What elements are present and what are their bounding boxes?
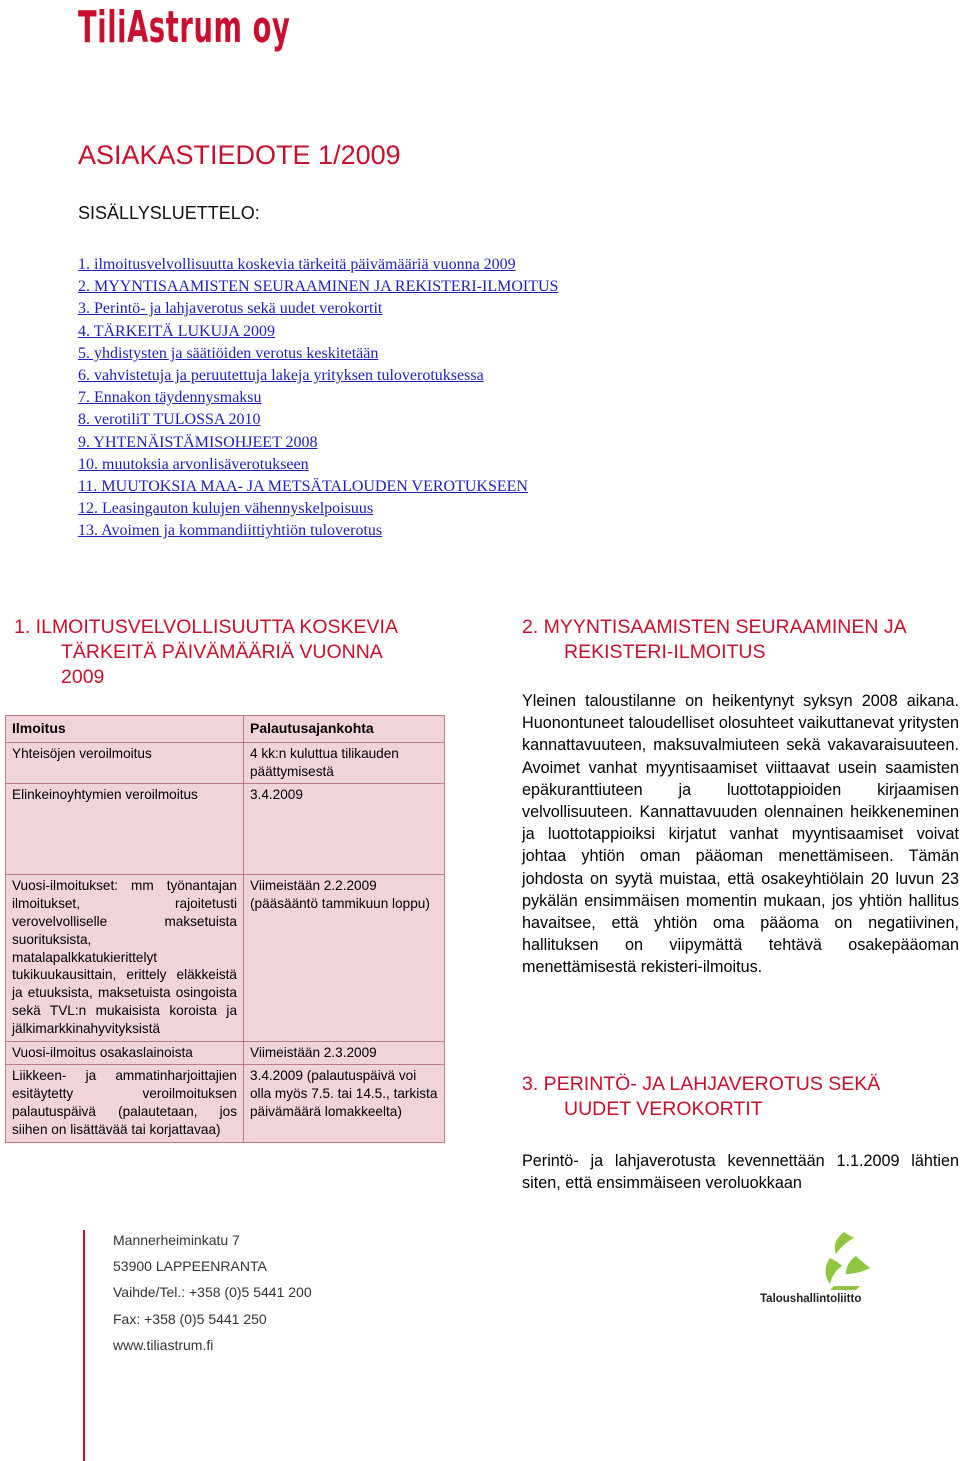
table-cell: Viimeistään 2.2.2009 (pääsääntö tammikuun loppu) <box>244 875 445 1041</box>
toc-link-6[interactable]: 6. vahvistetuja ja peruutettuja lakeja yrityksen tuloverotuksessa <box>78 366 484 384</box>
toc-item[interactable] <box>78 387 558 409</box>
toc-item[interactable] <box>78 343 558 365</box>
table-cell: 3.4.2009 (palautuspäivä voi olla myös 7.5. tai 14.5., tarkista päivämäärä lomakkeelta) <box>244 1065 445 1142</box>
association-name: Taloushallintoliitto <box>760 1293 862 1305</box>
table-row <box>6 1041 445 1065</box>
table-row <box>6 784 445 875</box>
toc-item[interactable] <box>78 498 558 520</box>
section1-heading-line: 1. ILMOITUSVELVOLLISUUTTA KOSKEVIA <box>14 616 398 638</box>
deadlines-table <box>5 715 445 1143</box>
section3-body: Perintö- ja lahjaverotusta kevennettään 1.1.2009 lähtien siten, että ensimmäiseen veroluokkaan <box>522 1152 959 1193</box>
table-row <box>6 742 445 784</box>
section1-heading <box>14 615 454 690</box>
table-cell: Liikkeen- ja ammatinharjoittajien esitäytetty veroilmoituksen palautuspäivä (palautetaan, jos siihen on lisättävää tai korjattavaa) <box>6 1065 244 1142</box>
table-cell: 3.4.2009 <box>244 784 445 875</box>
toc-link-5[interactable]: 5. yhdistysten ja säätiöiden verotus keskitetään <box>78 344 379 362</box>
section2-heading <box>522 615 952 665</box>
toc-item[interactable] <box>78 321 558 343</box>
toc-link-8[interactable]: 8. verotiliT TULOSSA 2010 <box>78 411 261 429</box>
section2-heading-line: 2. MYYNTISAAMISTEN SEURAAMINEN JA <box>522 616 907 638</box>
toc-item[interactable] <box>78 409 558 431</box>
toc-item[interactable] <box>78 476 558 498</box>
table-cell: 4 kk:n kuluttua tilikauden päättymisestä <box>244 742 445 784</box>
toc-item[interactable] <box>78 254 558 276</box>
toc-link-1[interactable]: 1. ilmoitusvelvollisuutta koskevia tärkeitä päivämääriä vuonna 2009 <box>78 256 516 273</box>
toc-item[interactable] <box>78 276 558 298</box>
table-cell: Vuosi-ilmoitus osakaslainoista <box>6 1041 244 1065</box>
address-street: Mannerheiminkatu 7 <box>113 1232 240 1248</box>
toc-link-10[interactable]: 10. muutoksia arvonlisäverotukseen <box>78 455 309 473</box>
footer-divider <box>83 1230 85 1461</box>
table-row <box>6 1065 445 1142</box>
toc-link-4[interactable]: 4. TÄRKEITÄ LUKUJA 2009 <box>78 322 276 340</box>
website-link[interactable]: www.tiliastrum.fi <box>113 1336 214 1353</box>
fax-number: Fax: +358 (0)5 5441 250 <box>113 1310 267 1327</box>
table-cell: Elinkeinoyhtymien veroilmoitus <box>6 784 244 875</box>
section1-heading-line: TÄRKEITÄ PÄIVÄMÄÄRIÄ VUONNA <box>61 641 383 663</box>
section2-body: Yleinen taloustilanne on heikentynyt syksyn 2008 aikana. Huonontuneet taloudelliset olosuhteet vaikuttanevat yritysten kannattavuuteen, maksuvalmiuteen sekä vakavaraisuuteen. Avoimet vanhat myyntisaamiset viittaavat usein saamisten epäkuranttiuteen ja luottotappioiden kirjaamisen velvollisuuteen. Kannattavuuden olennainen heikkeneminen ja luottotappioiksi kirjatut vanhat myyntisaamiset voivat johtaa yhtiön oman pääoman menettämiseen. Tämän johdosta on syytä muistaa, että osakeyhtiölain 20 luvun 23 pykälän ensimmäisen momentin mukaan, jos yhtiön hallitus havaitsee, että yhtiön oma pääoma on negatiivinen, hallituksen on viipymättä tehtävä osakepääoman menettämisestä rekisteri-ilmoitus. <box>522 692 959 977</box>
section3-heading-line: 3. PERINTÖ- JA LAHJAVEROTUS SEKÄ <box>522 1073 881 1095</box>
toc-item[interactable] <box>78 365 558 387</box>
footer-address <box>113 1227 312 1358</box>
toc-item[interactable] <box>78 454 558 476</box>
phone-number: Vaihde/Tel.: +358 (0)5 5441 200 <box>113 1284 312 1301</box>
company-logo: TiliAstrum oy <box>78 2 291 53</box>
section3-heading <box>522 1072 952 1122</box>
toc-link-9[interactable]: 9. YHTENÄISTÄMISOHJEET 2008 <box>78 433 318 451</box>
section2-heading-line: REKISTERI-ILMOITUS <box>564 641 766 663</box>
toc-link-12[interactable]: 12. Leasingauton kulujen vähennyskelpoisuus <box>78 500 374 518</box>
toc-link-11[interactable]: 11. MUUTOKSIA MAA- JA METSÄTALOUDEN VEROTUKSEEN <box>78 477 528 495</box>
table-cell: Yhteisöjen veroilmoitus <box>6 742 244 784</box>
table-row <box>6 875 445 1041</box>
toc-link-13[interactable]: 13. Avoimen ja kommandiittiyhtiön tuloverotus <box>78 522 383 540</box>
toc-link-2[interactable]: 2. MYYNTISAAMISTEN SEURAAMINEN JA REKISTERI-ILMOITUS <box>78 278 559 296</box>
table-header-row <box>6 716 445 743</box>
table-cell: Vuosi-ilmoitukset: mm työnantajan ilmoitukset, rajoitetusti verovelvolliselle maksetuista suorituksista, matalapalkkatukierittelyt tukikuukausittain, erittely eläkkeistä ja etuuksista, maksetuista osingoista sekä TVL:n mukaisista koroista ja jälkimarkkinahyvityksistä <box>6 875 244 1041</box>
address-city: 53900 LAPPEENRANTA <box>113 1258 267 1275</box>
table-header-cell: Ilmoitus <box>6 716 244 743</box>
toc-link-7[interactable]: 7. Ennakon täydennysmaksu <box>78 389 262 407</box>
section1-heading-line: 2009 <box>61 666 105 688</box>
toc-heading: SISÄLLYSLUETTELO: <box>78 203 260 223</box>
taloushallintoliitto-logo-icon <box>770 1228 890 1290</box>
table-header-cell: Palautusajankohta <box>244 716 445 743</box>
toc-item[interactable] <box>78 298 558 320</box>
table-of-contents <box>78 254 558 542</box>
toc-item[interactable] <box>78 432 558 454</box>
document-title: ASIAKASTIEDOTE 1/2009 <box>78 140 401 170</box>
toc-item[interactable] <box>78 520 558 542</box>
table-cell: Viimeistään 2.3.2009 <box>244 1041 445 1065</box>
toc-link-3[interactable]: 3. Perintö- ja lahjaverotus sekä uudet verokortit <box>78 300 383 318</box>
section3-heading-line: UUDET VEROKORTIT <box>564 1098 763 1120</box>
